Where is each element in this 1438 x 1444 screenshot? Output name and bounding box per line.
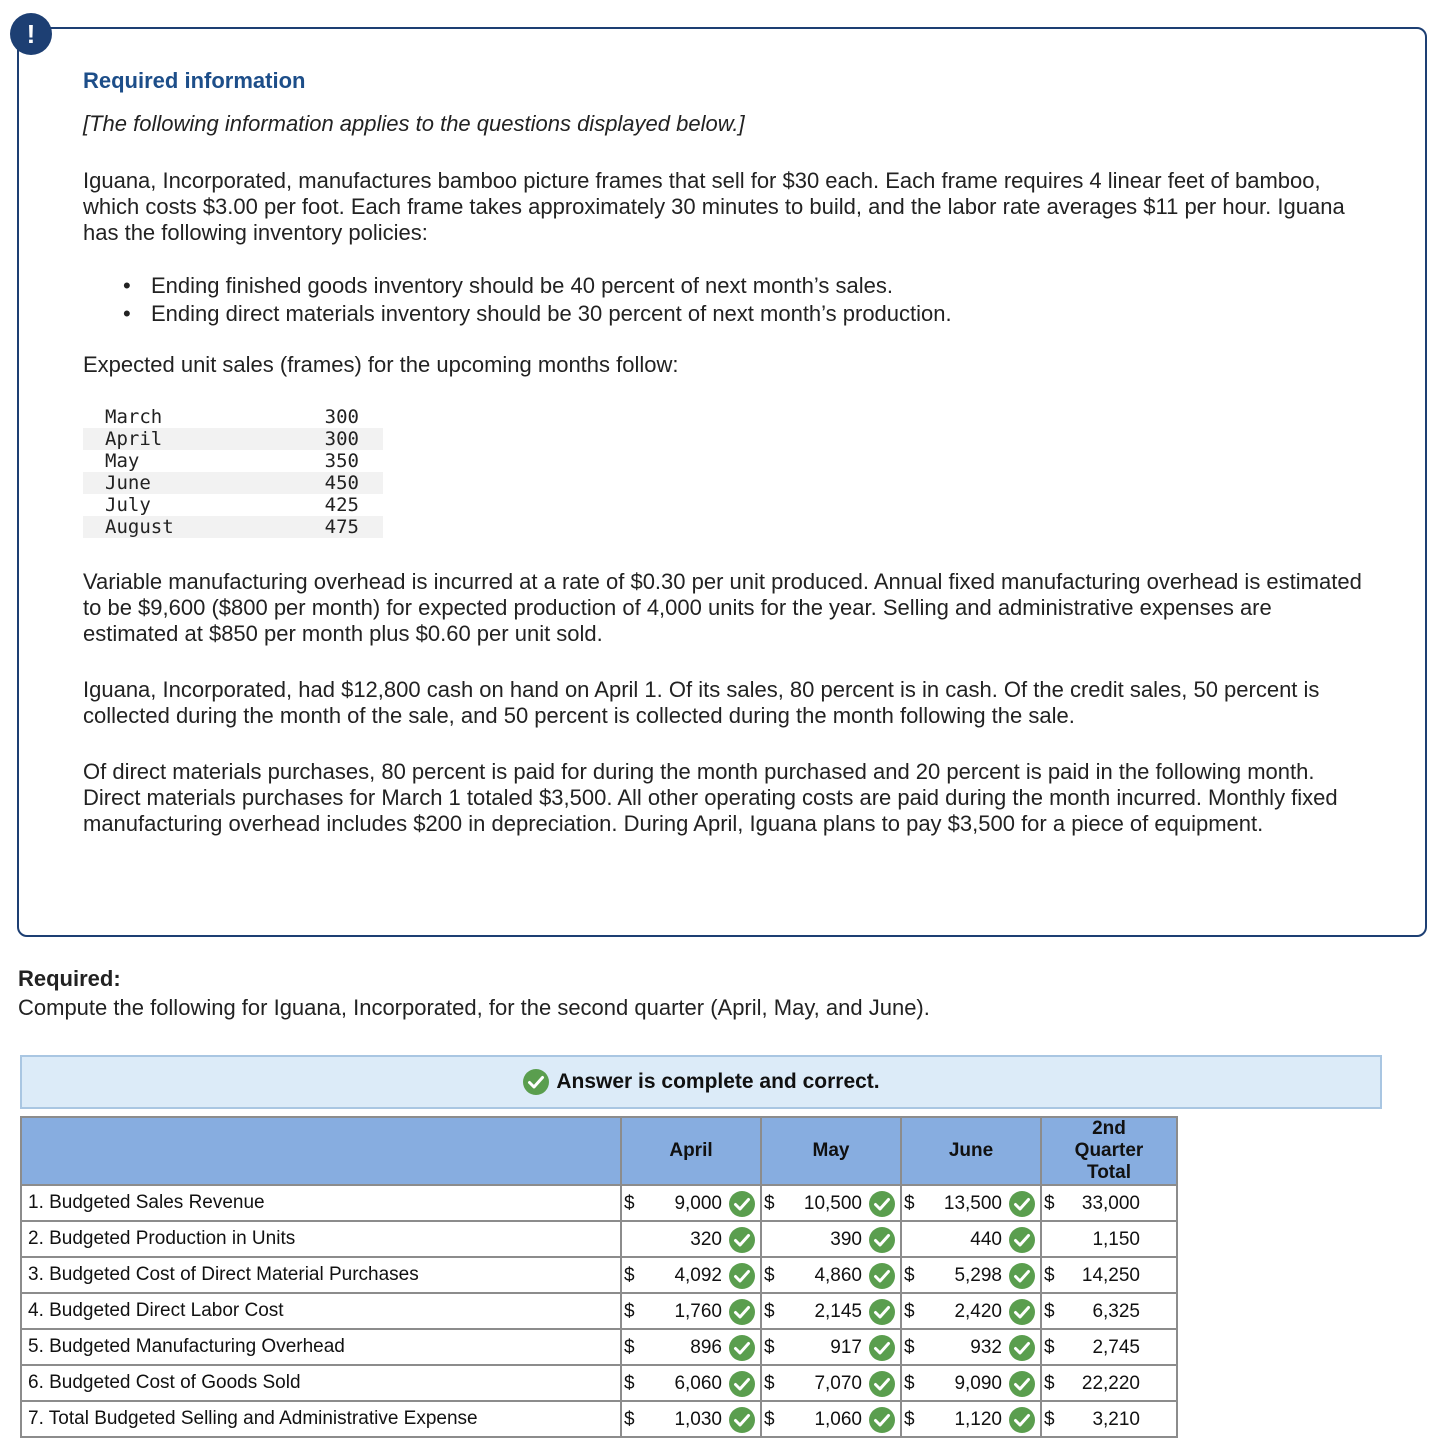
check-circle-icon [868,1298,896,1326]
answer-value: 1,760 [674,1301,722,1322]
currency-symbol: $ [1044,1409,1055,1430]
check-circle-icon [1008,1406,1036,1434]
total-value: 2,745 [1092,1337,1140,1358]
quarter-total-cell [1041,1221,1177,1257]
answer-value: 4,092 [674,1265,722,1286]
total-value: 1,150 [1092,1229,1140,1250]
table-row [21,1221,1177,1257]
check-circle-icon [728,1190,756,1218]
answer-cell-april[interactable] [621,1401,761,1437]
table-row [83,428,383,450]
currency-symbol: $ [1044,1373,1055,1394]
table-header-row [21,1117,1177,1185]
list-item: • Ending finished goods inventory should be 40 percent of next month’s sales. [123,272,1373,300]
table-row [21,1185,1177,1221]
row-label: 2. Budgeted Production in Units [21,1221,621,1257]
answer-cell-june[interactable] [901,1221,1041,1257]
list-item: • Ending direct materials inventory should be 30 percent of next month’s production. [123,300,1373,328]
quarter-total-cell [1041,1365,1177,1401]
currency-symbol: $ [1044,1265,1055,1286]
sales-units: 475 [273,516,383,538]
answer-cell-may[interactable] [761,1401,901,1437]
sales-units: 450 [273,472,383,494]
currency-symbol: $ [904,1193,915,1214]
check-circle-icon [1008,1226,1036,1254]
currency-symbol: $ [764,1193,775,1214]
sales-month: April [83,428,273,450]
currency-symbol: $ [1044,1193,1055,1214]
check-circle-icon [728,1334,756,1362]
sales-units: 300 [273,428,383,450]
sales-month: August [83,516,273,538]
sales-units: 300 [324,406,359,428]
quarter-total-cell [1041,1185,1177,1221]
table-row [83,494,383,516]
quarter-total-cell [1041,1257,1177,1293]
sales-month: May [105,450,140,472]
answer-value: 917 [830,1337,862,1358]
currency-symbol: $ [904,1265,915,1286]
sales-month: July [105,494,151,516]
inventory-policy-list [123,272,1373,328]
answer-status-text: Answer is complete and correct. [556,1070,880,1093]
answer-cell-april[interactable] [621,1221,761,1257]
check-circle-icon [868,1406,896,1434]
header-quarter-total-text: 2nd Quarter Total [1074,1118,1144,1183]
currency-symbol: $ [624,1301,635,1322]
currency-symbol: $ [904,1409,915,1430]
answer-cell-june[interactable] [901,1257,1041,1293]
currency-symbol: $ [1044,1337,1055,1358]
sales-units: 425 [324,494,359,516]
currency-symbol: $ [624,1373,635,1394]
required-information-panel [17,27,1427,937]
check-circle-icon [868,1370,896,1398]
sales-units: 350 [324,450,359,472]
answer-cell-may[interactable] [761,1221,901,1257]
check-circle-icon [728,1298,756,1326]
check-circle-icon [868,1262,896,1290]
answer-cell-may[interactable] [761,1365,901,1401]
expected-sales-table [83,406,383,538]
required-heading: Required: [18,966,121,991]
table-row [21,1365,1177,1401]
answer-cell-april[interactable] [621,1329,761,1365]
answer-value: 9,000 [674,1193,722,1214]
answer-cell-may[interactable] [761,1293,901,1329]
answer-value: 1,120 [954,1409,1002,1430]
table-row [83,516,383,538]
answer-value: 896 [690,1337,722,1358]
check-circle-icon [868,1334,896,1362]
answer-cell-april[interactable] [621,1185,761,1221]
table-row [83,472,383,494]
currency-symbol: $ [764,1301,775,1322]
check-circle-icon [728,1262,756,1290]
row-label: 3. Budgeted Cost of Direct Material Purchases [21,1257,621,1293]
required-section [18,966,930,1022]
check-circle-icon [1008,1334,1036,1362]
info-paragraph-1: Iguana, Incorporated, manufactures bamboo picture frames that sell for $30 each. Each frame requires 4 linear feet of bamboo, which costs $3.00 per foot. Each frame takes approximately 30 minutes to build, and the labor rate averages $11 per hour. Iguana has the following inventory policies: [83,168,1345,245]
answer-cell-june[interactable] [901,1329,1041,1365]
header-april: April [621,1117,761,1185]
info-subtitle: [The following information applies to the questions displayed below.] [83,111,745,136]
table-row [21,1401,1177,1437]
quarter-total-cell [1041,1401,1177,1437]
sales-month: June [83,472,273,494]
currency-symbol: $ [624,1409,635,1430]
check-circle-icon [1008,1262,1036,1290]
row-label: 5. Budgeted Manufacturing Overhead [21,1329,621,1365]
answer-value: 390 [830,1229,862,1250]
check-circle-icon [728,1406,756,1434]
table-row [21,1257,1177,1293]
check-circle-icon [1008,1190,1036,1218]
answer-cell-april[interactable] [621,1293,761,1329]
currency-symbol: $ [764,1373,775,1394]
info-paragraph-5: Of direct materials purchases, 80 percent is paid for during the month purchased and 20 percent is paid in the following month. Direct materials purchases for March 1 totaled $3,500. All other operating costs are paid during the month incurred. Monthly fixed manufacturing overhead includes $200 in depreciation. During April, Iguana plans to pay $3,500 for a piece of equipment. [83,759,1338,836]
row-label: 6. Budgeted Cost of Goods Sold [21,1365,621,1401]
info-paragraph-2: Expected unit sales (frames) for the upcoming months follow: [83,352,679,377]
currency-symbol: $ [624,1193,635,1214]
answer-cell-may[interactable] [761,1185,901,1221]
currency-symbol: $ [1044,1301,1055,1322]
check-circle-icon [868,1190,896,1218]
answer-value: 1,060 [814,1409,862,1430]
total-value: 33,000 [1081,1193,1140,1214]
answer-cell-may[interactable] [761,1257,901,1293]
table-row [21,1329,1177,1365]
answer-status-banner [20,1055,1382,1109]
row-label: 1. Budgeted Sales Revenue [21,1185,621,1221]
table-row [83,406,383,428]
answer-value: 1,030 [674,1409,722,1430]
answer-value: 6,060 [674,1373,722,1394]
sales-month: March [105,406,163,428]
header-blank [21,1117,621,1185]
total-value: 14,250 [1081,1265,1140,1286]
row-label: 7. Total Budgeted Selling and Administrative Expense [21,1401,621,1437]
answer-value: 9,090 [954,1373,1002,1394]
table-row [21,1293,1177,1329]
info-paragraph-4: Iguana, Incorporated, had $12,800 cash on hand on April 1. Of its sales, 80 percent is in cash. Of the credit sales, 50 percent is collected during the month of the sale, and 50 percent is collected during the month following the sale. [83,677,1320,728]
answer-cell-april[interactable] [621,1365,761,1401]
currency-symbol: $ [904,1337,915,1358]
answer-value: 5,298 [954,1265,1002,1286]
quarter-total-cell [1041,1293,1177,1329]
check-circle-icon [1008,1298,1036,1326]
answer-value: 13,500 [943,1193,1002,1214]
answer-value: 2,420 [954,1301,1002,1322]
row-label: 4. Budgeted Direct Labor Cost [21,1293,621,1329]
table-row [83,450,383,472]
answer-cell-june[interactable] [901,1185,1041,1221]
currency-symbol: $ [764,1409,775,1430]
answer-cell-april[interactable] [621,1257,761,1293]
header-quarter-total [1041,1117,1177,1185]
answer-cell-june[interactable] [901,1401,1041,1437]
check-circle-icon [728,1226,756,1254]
budget-answer-table [20,1116,1178,1438]
answer-value: 10,500 [803,1193,862,1214]
total-value: 22,220 [1081,1373,1140,1394]
answer-cell-june[interactable] [901,1365,1041,1401]
answer-value: 4,860 [814,1265,862,1286]
header-june: June [901,1117,1041,1185]
currency-symbol: $ [764,1265,775,1286]
answer-value: 320 [690,1229,722,1250]
answer-value: 932 [970,1337,1002,1358]
currency-symbol: $ [764,1337,775,1358]
currency-symbol: $ [904,1301,915,1322]
info-paragraph-3: Variable manufacturing overhead is incurred at a rate of $0.30 per unit produced. Annual fixed manufacturing overhead is estimated to be $9,600 ($800 per month) for expected production of 4,000 units for the year. Selling and administrative expenses are estimated at $850 per month plus $0.60 per unit sold. [83,569,1362,646]
answer-value: 7,070 [814,1373,862,1394]
answer-cell-may[interactable] [761,1329,901,1365]
check-circle-icon [868,1226,896,1254]
check-circle-icon [1008,1370,1036,1398]
answer-value: 440 [970,1229,1002,1250]
currency-symbol: $ [624,1265,635,1286]
answer-cell-june[interactable] [901,1293,1041,1329]
answer-value: 2,145 [814,1301,862,1322]
required-text: Compute the following for Iguana, Incorporated, for the second quarter (April, May, and June). [18,995,930,1020]
header-may: May [761,1117,901,1185]
total-value: 6,325 [1092,1301,1140,1322]
check-circle-icon [728,1370,756,1398]
total-value: 3,210 [1092,1409,1140,1430]
currency-symbol: $ [624,1337,635,1358]
currency-symbol: $ [904,1373,915,1394]
info-title: Required information [83,68,306,93]
check-circle-icon [522,1068,550,1096]
quarter-total-cell [1041,1329,1177,1365]
alert-icon: ! [10,13,52,55]
